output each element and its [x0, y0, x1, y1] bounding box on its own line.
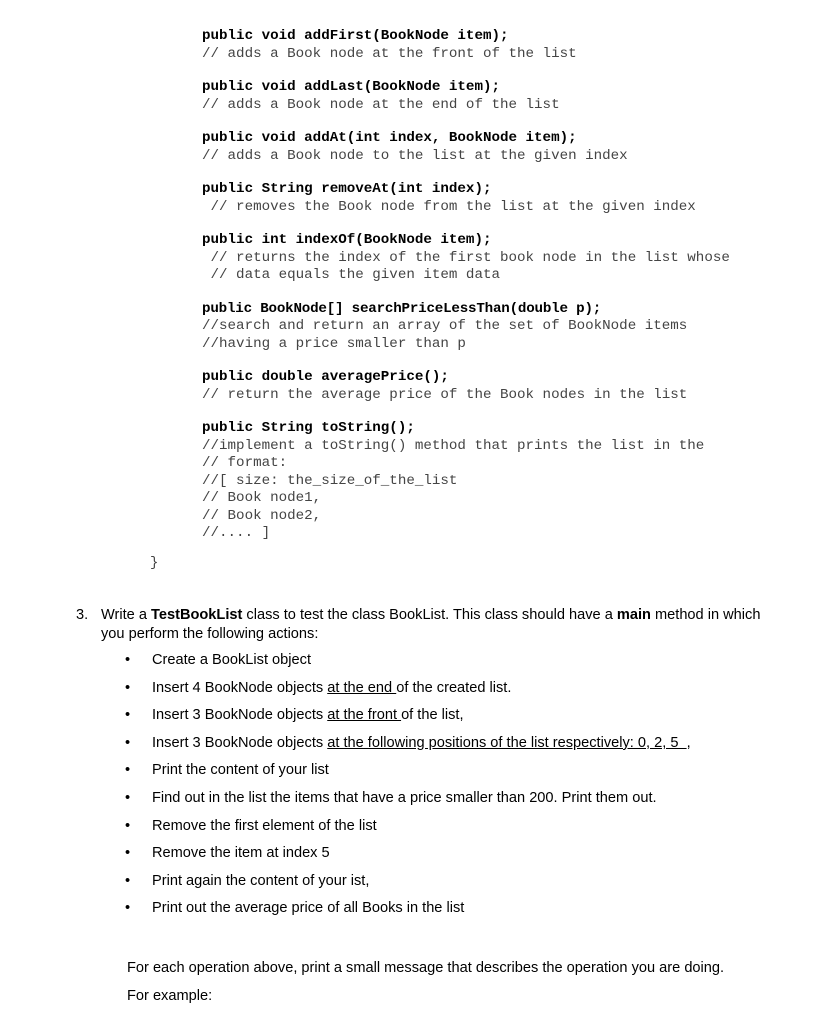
method-signature: public int indexOf(BookNode item); — [202, 232, 492, 248]
question-text-part: Write a — [101, 607, 152, 623]
method-signature: public void addLast(BookNode item); — [202, 79, 500, 95]
step-text: Remove the first element of the list — [152, 817, 377, 834]
list-item — [125, 899, 785, 927]
method-name: main — [616, 607, 651, 623]
code-block — [202, 28, 802, 559]
method-signature: public String toString(); — [202, 420, 415, 436]
method-addlast — [202, 79, 802, 114]
bullet-icon: • — [125, 789, 131, 806]
method-addat — [202, 130, 802, 165]
method-comment: // removes the Book node from the list at the given index — [202, 198, 696, 215]
list-item — [125, 789, 785, 817]
footer-line: For each operation above, print a small message that describes the operation you are doing. — [127, 960, 725, 976]
method-searchpricelessthan — [202, 301, 802, 354]
method-averageprice — [202, 369, 802, 404]
method-tostring — [202, 420, 802, 543]
method-addfirst — [202, 28, 802, 63]
step-text: of the created list. — [396, 679, 512, 696]
class-name: TestBookList — [151, 607, 243, 623]
method-signature: public double averagePrice(); — [202, 369, 449, 385]
method-comment: //search and return an array of the set of BookNode items — [202, 318, 688, 334]
step-text: Insert 3 BookNode objects — [152, 734, 328, 751]
step-text: Print the content of your list — [152, 762, 329, 779]
bullet-icon: • — [125, 817, 131, 834]
footer-note — [127, 954, 807, 1010]
step-text: Insert 3 BookNode objects — [152, 707, 328, 724]
bullet-icon: • — [125, 845, 131, 862]
bullet-icon: • — [125, 679, 131, 696]
step-text: , — [686, 734, 691, 751]
method-comment: // Book node1, — [202, 490, 322, 506]
bullet-icon: • — [125, 762, 131, 779]
step-text: Insert 4 BookNode objects — [152, 679, 328, 696]
method-comment: //[ size: the_size_of_the_list — [202, 472, 458, 489]
step-underlined: at the following positions of the list respectively: 0, 2, 5 — [327, 734, 687, 751]
action-list — [125, 651, 785, 927]
bullet-icon: • — [125, 652, 131, 668]
step-text: Print out the average price of all Books in the list — [152, 900, 465, 917]
closing-brace: } — [150, 555, 159, 571]
step-text: Remove the item at index 5 — [152, 845, 330, 862]
method-comment: // format: — [202, 455, 288, 471]
method-comment: // data equals the given item data — [202, 267, 500, 283]
method-comment: // adds a Book node at the front of the list — [202, 45, 577, 62]
step-text: Create a BookList object — [152, 652, 311, 668]
step-underlined: at the front — [327, 707, 402, 724]
list-item — [125, 679, 785, 707]
method-signature: public void addFirst(BookNode item); — [202, 28, 509, 44]
bullet-icon: • — [125, 900, 131, 917]
list-item — [125, 872, 785, 900]
method-indexof — [202, 232, 802, 285]
footer-line: For example: — [127, 988, 213, 1004]
list-item — [125, 817, 785, 845]
step-text: of the list, — [401, 707, 464, 724]
question-text-part: method in which you perform the following actions: — [101, 607, 761, 642]
bullet-icon: • — [125, 734, 131, 751]
method-comment: // adds a Book node to the list at the given index — [202, 147, 628, 164]
method-comment: // return the average price of the Book nodes in the list — [202, 386, 688, 403]
method-comment: //.... ] — [202, 525, 271, 541]
list-item — [125, 734, 785, 762]
method-comment: // returns the index of the first book node in the list whose — [202, 249, 730, 266]
method-comment: // adds a Book node at the end of the list — [202, 96, 560, 113]
method-removeat — [202, 181, 802, 216]
question-text — [101, 606, 776, 643]
step-text: Find out in the list the items that have a price smaller than 200. Print them out. — [152, 789, 657, 806]
question-number: 3. — [76, 607, 89, 623]
method-comment: // Book node2, — [202, 507, 322, 524]
method-signature: public String removeAt(int index); — [202, 181, 492, 197]
method-comment: //having a price smaller than p — [202, 335, 466, 352]
step-underlined: at the end — [327, 679, 397, 696]
bullet-icon: • — [125, 707, 131, 724]
method-signature: public void addAt(int index, BookNode item); — [202, 130, 577, 146]
step-text: Print again the content of your ist, — [152, 872, 370, 889]
list-item — [125, 844, 785, 872]
bullet-icon: • — [125, 872, 131, 889]
method-signature: public BookNode[] searchPriceLessThan(double p); — [202, 300, 602, 317]
question-text-part: class to test the class BookList. This class should have a — [242, 607, 617, 623]
method-comment: //implement a toString() method that prints the list in the — [202, 437, 705, 454]
list-item — [125, 706, 785, 734]
list-item — [125, 651, 785, 679]
list-item — [125, 761, 785, 789]
